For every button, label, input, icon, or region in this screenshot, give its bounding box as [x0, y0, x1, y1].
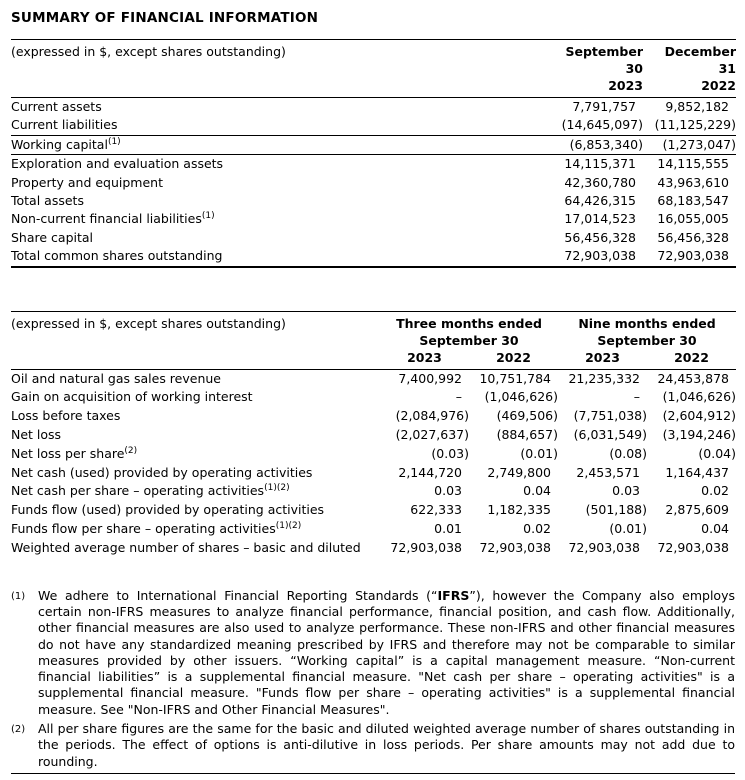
income-statement-table: [11, 311, 736, 558]
cell-value: [380, 426, 469, 445]
footnote-2: [11, 721, 735, 770]
cell-value: [469, 445, 558, 464]
cell-value-text: 72,903,038: [390, 539, 462, 555]
row-label-text: Funds flow per share – operating activities: [11, 521, 276, 537]
cell-value: [558, 445, 647, 464]
row-label: [11, 210, 548, 228]
cell-value-text: –: [455, 389, 462, 405]
footnote-1: [11, 588, 735, 718]
col-header-line: September: [565, 44, 643, 59]
table-row-current-liabilities: [11, 116, 736, 135]
cell-value-text: 56,456,328: [657, 229, 729, 245]
footnote-ref: (1)(2): [264, 483, 290, 494]
cell-value-text: (6,031,549): [573, 427, 648, 443]
table-row-gain-acquisition: [11, 388, 736, 407]
year-header: 2022: [469, 349, 558, 370]
table-row-noncurrent-liabilities: [11, 210, 736, 228]
group-header-line: Three months ended: [396, 315, 542, 331]
cell-value: [380, 539, 469, 558]
row-label-text: Current assets: [11, 99, 102, 114]
cell-value: [548, 247, 643, 266]
cell-value-text: (1,273,047): [662, 136, 736, 152]
cell-value: [558, 407, 647, 426]
cell-value: [380, 482, 469, 501]
cell-value: [469, 520, 558, 539]
cell-value: [380, 501, 469, 520]
cell-value: [647, 369, 736, 388]
col-header-line: 2022: [701, 78, 736, 93]
table-row-current-assets: [11, 98, 736, 117]
table1-header-row: [11, 40, 736, 98]
cell-value: [548, 229, 643, 247]
cell-value: [643, 116, 736, 135]
cell-value-text: 2,749,800: [487, 464, 552, 480]
cell-value-text: (2,604,912): [662, 408, 737, 424]
cell-value-text: 72,903,038: [479, 539, 552, 555]
table-row-share-capital: [11, 229, 736, 247]
col-header-line: December: [664, 44, 736, 59]
row-label: [11, 501, 380, 520]
cell-value: [548, 155, 643, 174]
row-label-text: Total assets: [11, 193, 84, 209]
cell-value: [643, 98, 736, 117]
row-label: [11, 229, 548, 247]
cell-value-text: 10,751,784: [479, 370, 552, 386]
row-label: [11, 464, 380, 483]
row-label-text: Current liabilities: [11, 117, 118, 133]
cell-value: [558, 501, 647, 520]
row-label-text: Oil and natural gas sales revenue: [11, 370, 221, 386]
cell-value-text: 0.01: [434, 521, 462, 537]
table1-col-header-dec31-2022: [643, 40, 736, 98]
footnote-ref: (1)(2): [275, 520, 302, 531]
row-label-text: Weighted average number of shares – basic and diluted: [11, 539, 361, 555]
table2-caption: (expressed in $, except shares outstanding): [11, 311, 380, 369]
cell-value-text: 21,235,332: [568, 370, 641, 386]
cell-value: [548, 192, 643, 210]
cell-value-text: 72,903,038: [564, 248, 636, 264]
cell-value: [548, 174, 643, 192]
row-label: [11, 426, 380, 445]
cell-value-text: (6,853,340): [569, 136, 643, 152]
cell-value: [647, 388, 736, 407]
table1-caption: (expressed in $, except shares outstanding): [11, 40, 548, 98]
cell-value: [643, 174, 736, 192]
cell-value: [558, 482, 647, 501]
cell-value: [643, 135, 736, 154]
financial-summary-page: [11, 10, 735, 774]
row-label-text: Gain on acquisition of working interest: [11, 389, 253, 405]
cell-value: [643, 155, 736, 174]
cell-value-text: 0.04: [523, 483, 552, 499]
footnotes-section: [11, 588, 735, 770]
cell-value: [548, 135, 643, 154]
cell-value-text: 56,456,328: [564, 229, 636, 245]
cell-value-text: (7,751,038): [573, 408, 648, 424]
cell-value-text: 1,164,437: [665, 464, 730, 480]
cell-value: [558, 520, 647, 539]
cell-value-text: (0.03): [431, 445, 469, 461]
cell-value-text: 0.04: [701, 521, 730, 537]
footnote-ref: (1): [201, 211, 215, 222]
row-label-text: Net loss per share: [11, 445, 125, 461]
col-header-line: 31: [718, 61, 736, 76]
cell-value: [469, 464, 558, 483]
cell-value-text: (469,506): [496, 408, 559, 424]
table-row-exploration-assets: [11, 155, 736, 174]
page-title: SUMMARY OF FINANCIAL INFORMATION: [11, 10, 319, 26]
cell-value-text: 7,400,992: [398, 370, 462, 386]
cell-value-text: 0.02: [523, 521, 552, 537]
bottom-divider: [11, 773, 735, 774]
cell-value-text: (884,657): [496, 427, 559, 443]
cell-value: [643, 192, 736, 210]
cell-value-text: 2,144,720: [398, 464, 462, 480]
row-label: [11, 482, 380, 501]
cell-value: [647, 407, 736, 426]
cell-value-text: 68,183,547: [657, 193, 729, 209]
cell-value-text: (0.01): [609, 521, 648, 537]
row-label-text: Net cash (used) provided by operating activities: [11, 464, 313, 480]
cell-value: [380, 445, 469, 464]
cell-value: [380, 464, 469, 483]
row-label: [11, 192, 548, 210]
cell-value-text: 1,182,335: [487, 502, 552, 518]
footnote-ref: (2): [124, 445, 138, 456]
table-row-sales-revenue: [11, 369, 736, 388]
row-label: [11, 155, 548, 174]
table1-col-header-sep30-2023: [548, 40, 643, 98]
row-label-text: Funds flow (used) provided by operating activities: [11, 502, 325, 518]
cell-value-text: (1,046,626): [662, 389, 737, 405]
cell-value-text: 42,360,780: [564, 174, 636, 190]
row-label-text: Total common shares outstanding: [11, 248, 223, 264]
row-label: [11, 445, 380, 464]
cell-value: [469, 482, 558, 501]
cell-value-text: 622,333: [410, 502, 462, 518]
row-label: [11, 407, 380, 426]
group-header-line: Nine months ended: [578, 315, 716, 331]
row-label: [11, 520, 380, 539]
year-header: 2023: [558, 349, 647, 370]
row-label-text: Net cash per share – operating activities: [11, 483, 265, 499]
cell-value-text: (501,188): [585, 502, 648, 518]
cell-value: [548, 210, 643, 228]
cell-value-text: 72,903,038: [657, 539, 730, 555]
row-label-text: Exploration and evaluation assets: [11, 156, 224, 172]
cell-value: [558, 426, 647, 445]
cell-value: [469, 501, 558, 520]
cell-value: [643, 247, 736, 266]
table-row-net-cash-operating: [11, 464, 736, 483]
cell-value: [558, 539, 647, 558]
footnote-bold-term: IFRS: [437, 587, 470, 603]
table-row-funds-flow-operating: [11, 501, 736, 520]
cell-value: [380, 407, 469, 426]
group-header-line: September 30: [597, 332, 697, 348]
row-label: [11, 135, 548, 154]
cell-value-text: (2,027,637): [395, 427, 469, 443]
cell-value: [643, 229, 736, 247]
cell-value-text: –: [633, 389, 641, 405]
cell-value-text: 2,453,571: [576, 464, 641, 480]
row-label-text: Property and equipment: [11, 174, 164, 190]
table2-group-header-nine-months: [558, 311, 736, 349]
footnote-text-segment: All per share figures are the same for the basic and diluted weighted average number of shares outstanding in the periods. The effect of options is anti-dilutive in loss periods. Per share amounts may not add due to rounding.: [38, 721, 735, 769]
balance-sheet-table: [11, 39, 736, 268]
row-label: [11, 247, 548, 266]
cell-value: [647, 426, 736, 445]
row-label: [11, 98, 548, 117]
row-label: [11, 174, 548, 192]
table-row-loss-before-taxes: [11, 407, 736, 426]
year-header: 2023: [380, 349, 469, 370]
footnote-2-text: [38, 721, 735, 770]
row-label: [11, 539, 380, 558]
row-label: [11, 116, 548, 135]
footnote-2-marker: (2): [11, 724, 26, 735]
cell-value: [647, 520, 736, 539]
cell-value: [647, 464, 736, 483]
cell-value: [469, 388, 558, 407]
cell-value-text: 0.02: [701, 483, 730, 499]
cell-value: [548, 116, 643, 135]
footnote-text-segment: We adhere to International Financial Reporting Standards (“: [38, 587, 438, 603]
cell-value: [469, 539, 558, 558]
row-label-text: Loss before taxes: [11, 408, 121, 424]
footnote-1-text: [38, 588, 735, 718]
table-row-net-loss-per-share: [11, 445, 736, 464]
table-row-property-equipment: [11, 174, 736, 192]
footnote-1-marker: (1): [11, 590, 26, 602]
cell-value-text: 0.03: [434, 483, 462, 499]
cell-value-text: (14,645,097): [561, 117, 643, 133]
cell-value: [469, 426, 558, 445]
cell-value-text: 9,852,182: [665, 99, 729, 114]
cell-value-text: 0.03: [612, 483, 641, 499]
table-row-total-assets: [11, 192, 736, 210]
footnote-ref: (1): [107, 136, 121, 147]
table-row-net-cash-per-share: [11, 482, 736, 501]
table2-group-header-three-months: [380, 311, 558, 349]
cell-value-text: (0.04): [698, 445, 737, 461]
table-row-funds-flow-per-share: [11, 520, 736, 539]
cell-value: [558, 464, 647, 483]
cell-value: [380, 520, 469, 539]
cell-value-text: 14,115,555: [657, 156, 729, 172]
cell-value-text: (0.08): [609, 445, 648, 461]
footnote-text-segment: ”), however the Company also employs certain non-IFRS measures to analyze financial performance, financial position, and cash flow. Additionally, other financial measures are also used to analyze performance. These non-IFRS and other financial measures do not have any standardized meaning prescribed by IFRS and therefore may not be comparable to similar measures provided by other issuers. “Working capital” is a capital management measure. “Non-current financial liabilities” is a supplemental financial measure. "Net cash per share – operating activities" is a supplemental financial measure. "Funds flow per share – operating activities" is a supplemental financial measure. See "Non-IFRS and Other Financial Measures".: [38, 587, 735, 717]
cell-value-text: 43,963,610: [657, 174, 729, 190]
row-label-text: Working capital: [11, 136, 108, 152]
cell-value-text: 14,115,371: [564, 156, 636, 172]
cell-value: [643, 210, 736, 228]
cell-value-text: (3,194,246): [662, 427, 737, 443]
row-label-text: Non-current financial liabilities: [11, 211, 202, 227]
table-row-weighted-average-shares: [11, 539, 736, 558]
cell-value-text: 2,875,609: [665, 502, 730, 518]
cell-value: [647, 445, 736, 464]
cell-value: [469, 369, 558, 388]
cell-value-text: 72,903,038: [568, 539, 641, 555]
year-header: 2022: [647, 349, 736, 370]
cell-value: [469, 407, 558, 426]
cell-value: [647, 501, 736, 520]
col-header-line: 30: [625, 61, 643, 76]
table-row-working-capital: [11, 135, 736, 154]
table2-group-header-row: [11, 311, 736, 349]
cell-value: [647, 539, 736, 558]
cell-value-text: 24,453,878: [657, 370, 730, 386]
cell-value-text: (1,046,626): [484, 389, 559, 405]
cell-value: [548, 98, 643, 117]
cell-value-text: 17,014,523: [564, 211, 636, 227]
row-label-text: Net loss: [11, 427, 62, 443]
cell-value-text: (0.01): [520, 445, 559, 461]
cell-value: [647, 482, 736, 501]
table-row-total-shares-outstanding: [11, 247, 736, 266]
cell-value-text: 16,055,005: [657, 211, 729, 227]
cell-value: [380, 388, 469, 407]
cell-value: [558, 388, 647, 407]
cell-value: [558, 369, 647, 388]
cell-value-text: 64,426,315: [564, 193, 636, 209]
cell-value-text: 7,791,757: [572, 99, 636, 114]
row-label: [11, 369, 380, 388]
cell-value-text: (11,125,229): [654, 117, 736, 133]
col-header-line: 2023: [608, 78, 643, 93]
table-row-net-loss: [11, 426, 736, 445]
cell-value-text: 72,903,038: [657, 248, 729, 264]
cell-value-text: (2,084,976): [395, 408, 469, 424]
row-label: [11, 388, 380, 407]
cell-value: [380, 369, 469, 388]
row-label-text: Share capital: [11, 229, 94, 245]
group-header-line: September 30: [419, 332, 519, 348]
